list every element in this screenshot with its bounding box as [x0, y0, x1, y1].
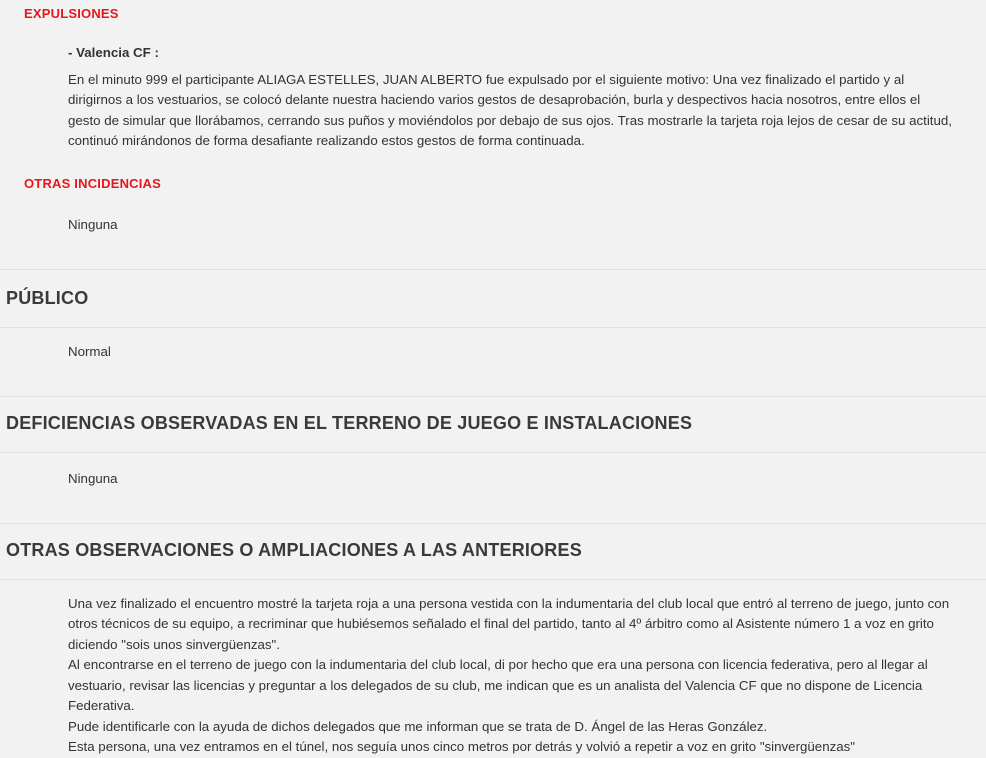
section-heading-expulsiones: EXPULSIONES	[24, 6, 119, 21]
spacer	[0, 235, 986, 269]
spacer	[0, 21, 986, 43]
spacer	[0, 580, 986, 594]
section-heading-deficiencias: DEFICIENCIAS OBSERVADAS EN EL TERRENO DE JUEGO E INSTALACIONES	[6, 412, 693, 433]
section-heading-otras-observaciones: OTRAS OBSERVACIONES O AMPLIACIONES A LAS ANTERIORES	[6, 539, 582, 560]
expulsiones-paragraph: En el minuto 999 el participante ALIAGA ESTELLES, JUAN ALBERTO fue expulsado por el siguiente motivo: Una vez finalizado el partido y al dirigirnos a los vestuarios, se colocó delante nuestra haciendo varios gestos de desaprobación, burla y despectivos hacia nosotros, entre ellos el gesto de simular que llorábamos, cerrando sus puños y moviéndolos por debajo de sus ojos. Tras mostrarle la tarjeta roja lejos de cesar de su actitud, continuó mirándonos de forma desafiante realizando estos gestos de forma continuada.	[68, 71, 952, 148]
spacer	[0, 397, 986, 413]
spacer	[0, 453, 986, 469]
spacer	[0, 362, 986, 396]
otras-observaciones-paragraph-3: Pude identificarle con la ayuda de dichos delegados que me informan que se trata de D. Ángel de las Heras González.	[68, 718, 768, 734]
expulsiones-team-label	[0, 43, 986, 64]
publico-content: Normal	[68, 343, 111, 359]
otras-observaciones-paragraph-2: Al encontrarse en el terreno de juego con la indumentaria del club local, di por hecho que era una persona con licencia federativa, pero al llegar al vestuario, revisar las licencias y preguntar a los delegados de su club, me indican que es un analista del Valencia CF que no dispone de Licencia Federativa.	[68, 657, 928, 713]
spacer	[0, 152, 986, 176]
spacer	[0, 191, 986, 215]
spacer	[0, 328, 986, 342]
spacer	[0, 524, 986, 540]
otras-observaciones-paragraph-1: Una vez finalizado el encuentro mostré la tarjeta roja a una persona vestida con la indumentaria del club local que entró al terreno de juego, junto con otros técnicos de su equipo, a recriminar que hubiésemos señalado el final del partido, tanto al 4º árbitro como al Asistente número 1 a voz en grito diciendo "sois unos sinvergüenzas".	[68, 595, 950, 652]
section-heading-publico: PÚBLICO	[6, 287, 89, 308]
spacer	[0, 434, 986, 452]
section-heading-otras-incidencias: OTRAS INCIDENCIAS	[24, 175, 162, 191]
spacer	[0, 309, 986, 327]
team-name: - Valencia CF :	[68, 45, 159, 60]
otras-incidencias-content: Ninguna	[68, 216, 118, 232]
spacer	[0, 489, 986, 523]
spacer	[0, 561, 986, 579]
spacer	[0, 270, 986, 288]
otras-observaciones-paragraph-4: Esta persona, una vez entramos en el túnel, nos seguía unos cinco metros por detrás y volvió a repetir a voz en grito "sinvergüenzas"	[68, 739, 855, 754]
deficiencias-content: Ninguna	[68, 470, 118, 486]
